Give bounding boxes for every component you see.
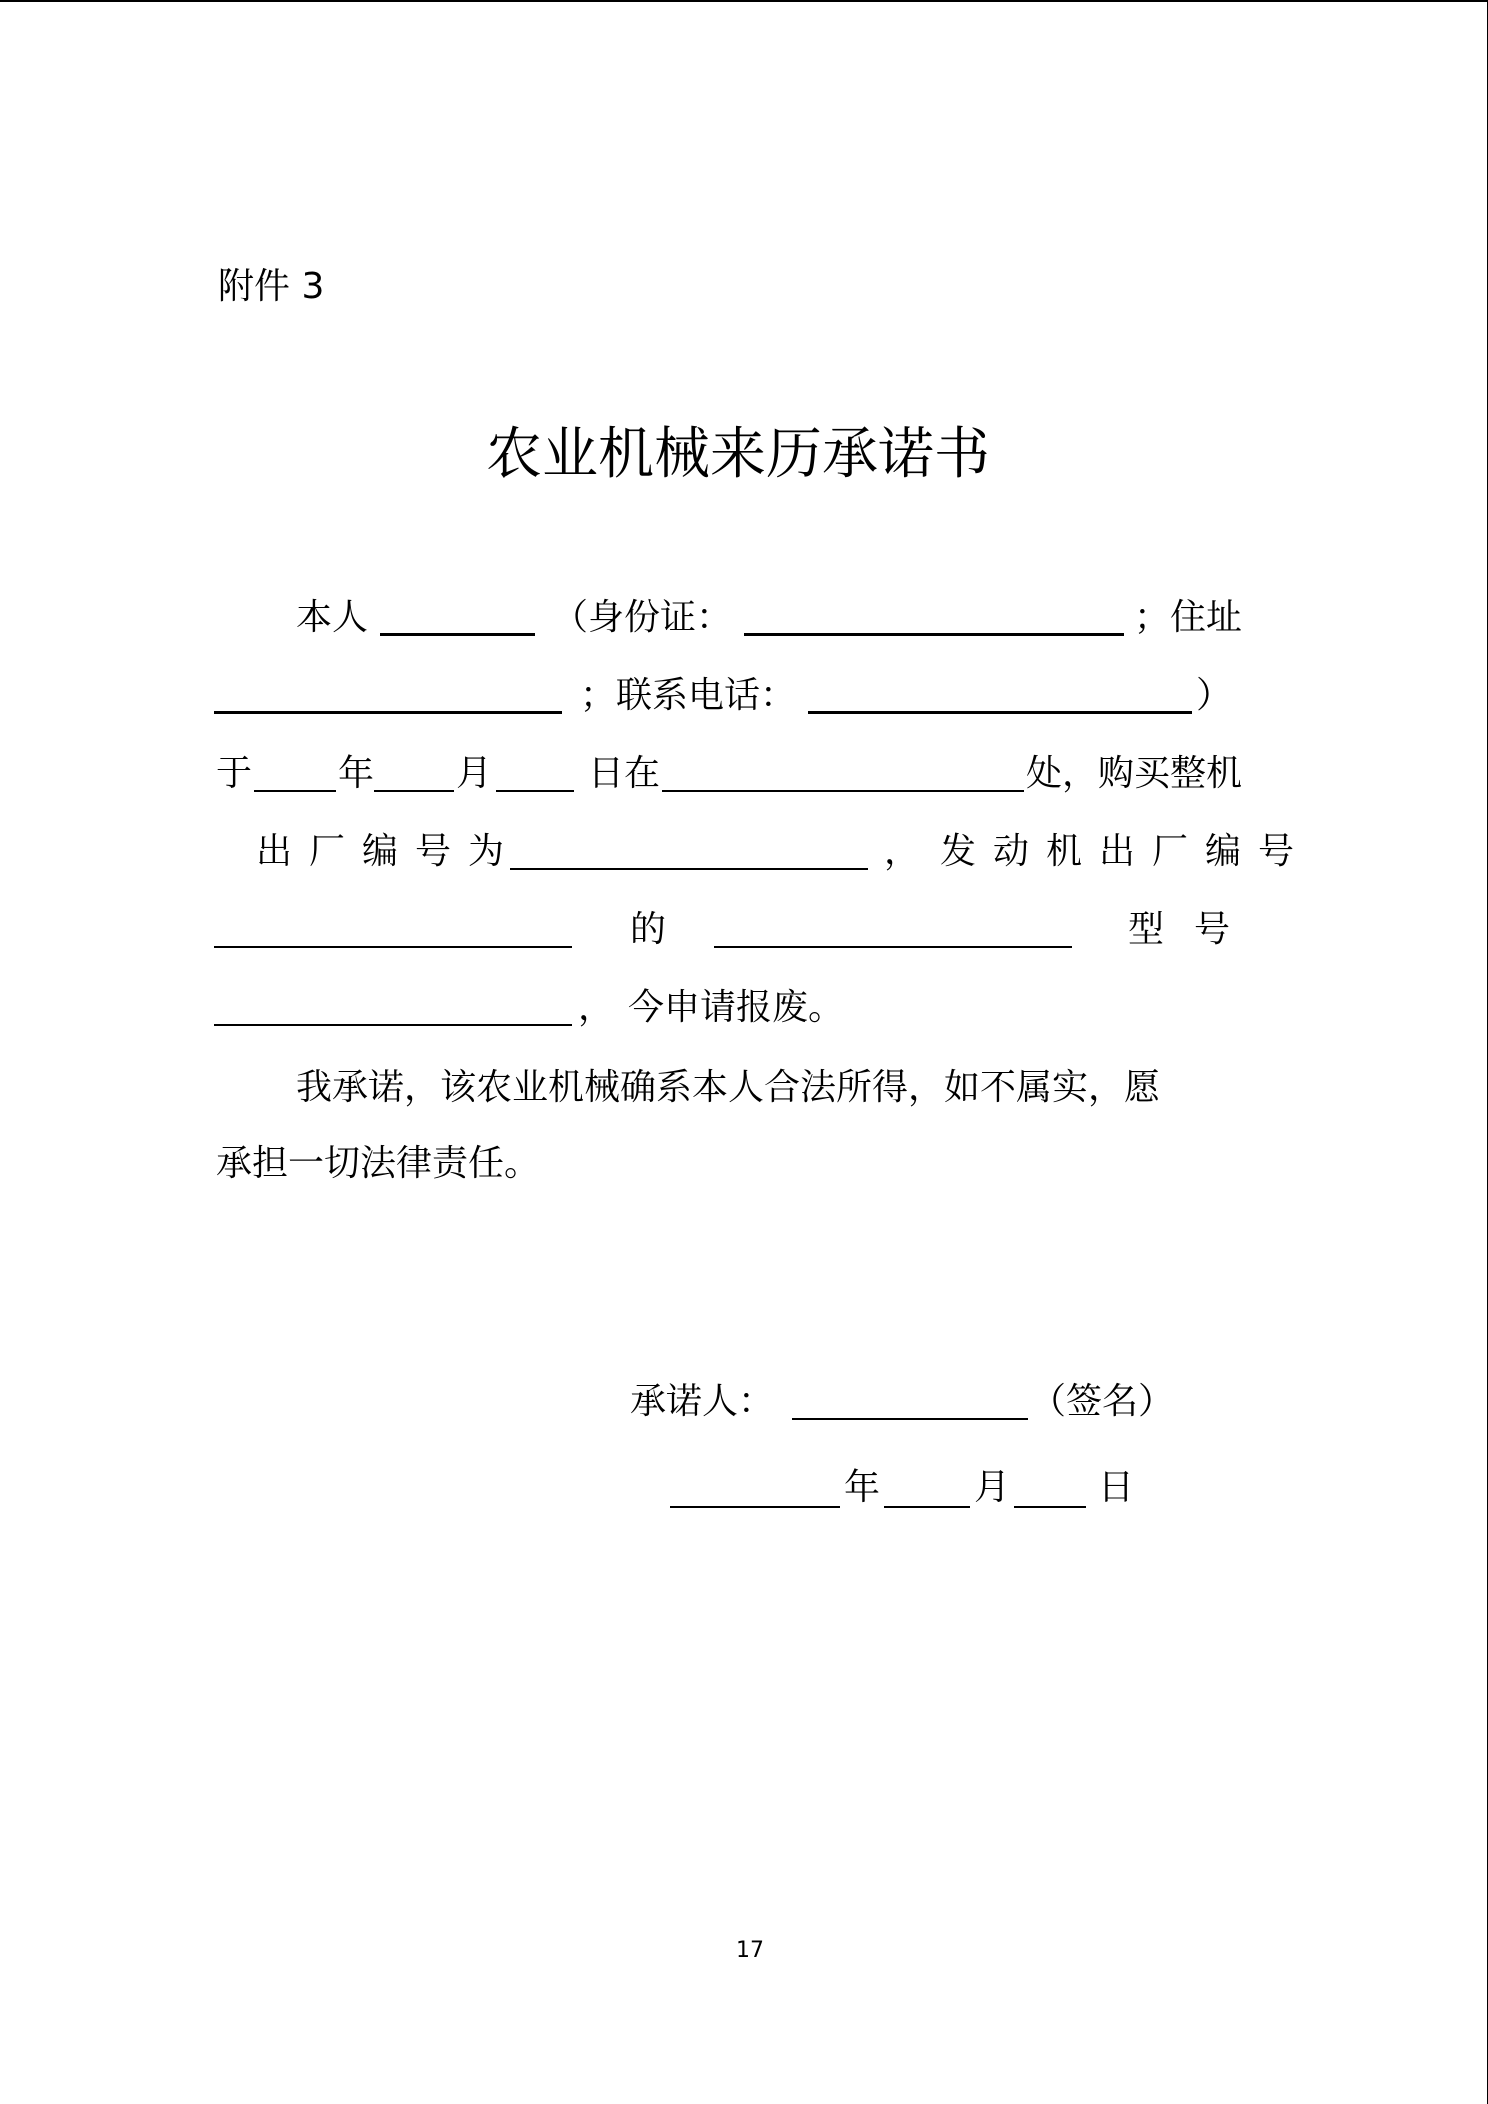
line3-text-a: 于 <box>216 753 253 794</box>
sign-day-label: 日 <box>1098 1467 1135 1508</box>
sign-day-blank[interactable] <box>1014 1506 1086 1508</box>
line5-text-c: 号 <box>1194 909 1231 950</box>
sign-year-blank[interactable] <box>670 1506 840 1508</box>
page-title: 农业机械来历承诺书 <box>486 422 990 487</box>
line2-text-b: ） <box>1196 675 1233 716</box>
line4-text-b: ， <box>884 831 921 872</box>
purchase-day-blank[interactable] <box>496 790 574 792</box>
line1-text-c: ；住址 <box>1134 597 1243 638</box>
id-number-blank[interactable] <box>744 633 1124 636</box>
signature-note: （签名） <box>1030 1381 1175 1422</box>
brand-blank[interactable] <box>714 946 1072 948</box>
purchase-month-blank[interactable] <box>374 790 454 792</box>
line3-text-b: 年 <box>338 753 375 794</box>
machine-serial-blank[interactable] <box>510 868 868 870</box>
sign-year-label: 年 <box>844 1467 881 1508</box>
signature-blank[interactable] <box>792 1418 1028 1420</box>
line4-text-a: 出厂编号为 <box>256 831 522 872</box>
purchase-year-blank[interactable] <box>254 790 336 792</box>
engine-serial-blank[interactable] <box>214 946 572 948</box>
line6-text-b: 今申请报废。 <box>628 987 845 1028</box>
pledge-line1: 我承诺，该农业机械确系本人合法所得，如不属实，愿 <box>296 1067 1161 1108</box>
address-blank[interactable] <box>214 711 562 714</box>
page-border-top <box>0 0 1488 2</box>
line5-text-b: 型 <box>1128 909 1165 950</box>
line4-text-c: 发动机出厂编号 <box>940 831 1312 872</box>
page-number: 17 <box>736 1938 764 1963</box>
line3-text-d: 日在 <box>588 753 661 794</box>
attachment-label: 附件 3 <box>218 266 325 307</box>
pledge-line2: 承担一切法律责任。 <box>216 1143 541 1184</box>
line6-text-a: ， <box>578 987 615 1028</box>
line1-text-b: （身份证： <box>552 597 733 638</box>
sign-month-label: 月 <box>974 1467 1011 1508</box>
signature-label: 承诺人： <box>630 1381 775 1422</box>
line5-text-a: 的 <box>630 909 667 950</box>
purchase-place-blank[interactable] <box>662 790 1024 792</box>
line3-text-c: 月 <box>456 753 493 794</box>
name-blank[interactable] <box>380 633 535 636</box>
sign-month-blank[interactable] <box>884 1506 970 1508</box>
line3-text-e: 处，购买整机 <box>1026 753 1243 794</box>
phone-blank[interactable] <box>808 711 1192 714</box>
line2-text-a: ；联系电话： <box>580 675 797 716</box>
model-blank[interactable] <box>214 1024 572 1026</box>
line1-text-a: 本人 <box>296 597 369 638</box>
